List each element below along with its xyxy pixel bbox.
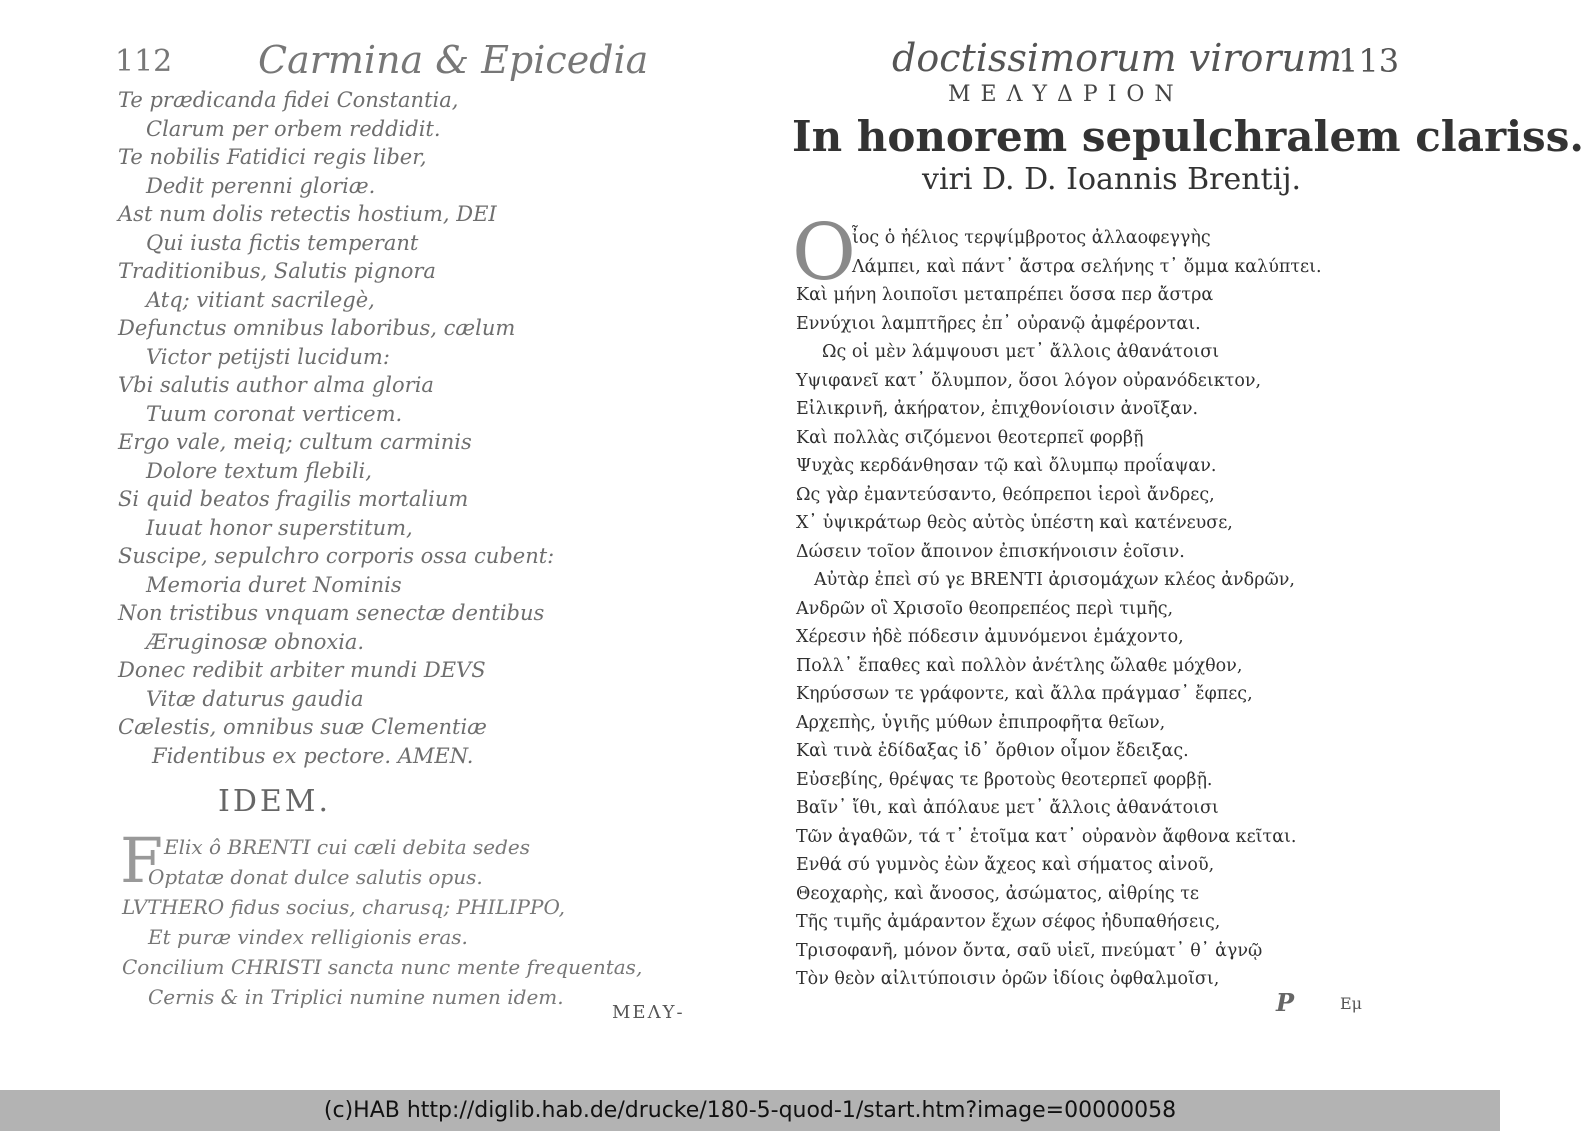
poem-line: Si quid beatos fragilis mortalium [118,487,469,511]
poem-heading: In honorem sepulchralem clariss. [792,112,1584,161]
latin-poem [0,86,740,770]
poem-line: Ψυχὰς κερδάνθησαν τῷ καὶ ὄλυμπῳ προΐαψαν. [796,456,1217,476]
poem-line: Æruginosæ obnoxia. [146,629,365,654]
poem-line: Iuuat honor superstitum, [146,515,413,540]
poem-line: Te nobilis Fatidici regis liber, [118,145,427,169]
idem-poem [118,824,738,1012]
poem-line: Non tristibus vnquam senectæ dentibus [118,601,545,625]
poem-line: Vbi salutis author alma gloria [118,373,434,397]
poem-line: Victor petijsti lucidum: [146,344,390,369]
poem-line: Ως γὰρ ἐμαντεύσαντο, θεόπρεποι ἱεροὶ ἄνδρες, [796,484,1215,505]
poem-line: Τρισοφανῆ, μόνον ὄντα, σαῦ υἱεῖ, πνεύματ᾽ θ᾽ ἁγνῷ [796,940,1263,961]
poem-line: Atq; vitiant sacrilegè, [146,287,375,312]
poem-line: Εὐσεβίης, θρέψας τε βροτοὺς θεοτερπεῖ φορβῇ. [796,769,1213,790]
running-title: Carmina & Epicedia [258,38,649,82]
poem-line: Λάμπει, καὶ πάντ᾽ ἄστρα σελήνης τ᾽ ὄμμα καλύπτει. [852,256,1322,277]
poem-line: Καὶ τινὰ ἐδίδαξας ἰδ᾽ ὄρθιον οἶμον ἔδειξας. [796,741,1189,761]
poem-line: Tuum coronat verticem. [146,401,403,426]
poem-line: Υψιφανεῖ κατ᾽ ὄλυμπον, ὅσοι λόγον οὐρανόδεικτον, [796,370,1262,391]
poem-line: Καὶ μήνη λοιποῖσι μεταπρέπει ὅσσα περ ἄστρα [796,285,1214,305]
poem-line: Αρχεπὴς, ὑγιῆς μύθων ἐπιπροφῆτα θεῖων, [796,712,1166,733]
poem-line: Τὸν θεὸν αἰλιτύποισιν ὁρῶν ἰδίοις ὀφθαλμοῖσι, [796,969,1220,989]
greek-dropcap: O [792,208,856,298]
running-title: doctissimorum virorum. [892,36,1355,80]
poem-line: Suscipe, sepulchro corporis ossa cubent: [118,544,555,568]
left-page [0,0,740,1090]
page-number: 112 [115,44,173,79]
poem-line: LVTHERO fidus socius, charusq; PHILIPPO, [122,895,566,919]
idem-dropcap: F [120,824,164,897]
poem-line: Καὶ πολλὰς σιζόμενοι θεοτερπεῖ φορβῇ [796,427,1144,448]
poem-line: Elix ô BRENTI cui cæli debita sedes [164,835,531,859]
poem-line: Cernis & in Triplici numine numen idem. [148,985,564,1009]
catchword: ΜΕΛΥ- [612,1002,685,1023]
poem-line: Et puræ vindex relligionis eras. [148,925,468,949]
page-number: 113 [1338,42,1400,80]
poem-line: Πολλ᾽ ἔπαθες καὶ πολλὸν ἀνέτλης ὤλαθε μόχθον, [796,655,1243,676]
poem-line: Χ᾽ ὑψικράτωρ θεὸς αὐτὸς ὑπέστη καὶ κατένευσε, [796,513,1233,533]
catchword: Εμ [1340,994,1363,1013]
poem-line: Dedit perenni gloriæ. [146,173,376,198]
poem-line: Clarum per orbem reddidit. [146,116,441,141]
poem-line: Ast num dolis retectis hostium, DEI [118,202,497,226]
poem-line: Optatæ donat dulce salutis opus. [148,865,483,889]
signature-mark: P [1276,988,1295,1017]
greek-poem [740,224,1500,994]
greek-title: ΜΕΛΥΔΡΙΟΝ [948,82,1184,107]
poem-line: Dolore textum flebili, [146,458,372,483]
poem-line: Κηρύσσων τε γράφοντε, καὶ ἄλλα πράγμασ᾽ ἔφπες, [796,684,1253,704]
poem-line: Βαῖν᾽ ἴθι, καὶ ἀπόλαυε μετ᾽ ἄλλοις ἀθανάτοισι [796,798,1219,818]
poem-line: Donec redibit arbiter mundi DEVS [118,658,486,682]
right-page [740,0,1584,1090]
poem-line: Τῆς τιμῆς ἀμάραντον ἔχων σέφος ἠδυπαθήσεις, [796,912,1221,932]
poem-line: Εννύχιοι λαμπτῆρες ἐπ᾽ οὐρανῷ ἀμφέρονται. [796,313,1201,334]
poem-line: Ενθά σύ γυμνὸς ἐὼν ἄχεος καὶ σήματος αἰνοῦ, [796,855,1215,875]
poem-line: Ergo vale, meiq; cultum carminis [118,430,472,454]
poem-line: Concilium CHRISTI sancta nunc mente frequentas, [122,955,643,979]
poem-line: Memoria duret Nominis [146,572,402,597]
poem-line: Δώσειν τοῖον ἄποινον ἐπισκήνοισιν ἑοῖσιν. [796,541,1185,562]
poem-line: Qui iusta fictis temperant [146,230,419,255]
poem-line: Te prædicanda fidei Constantia, [118,88,459,112]
poem-line: Τῶν ἀγαθῶν, τά τ᾽ ἑτοῖμα κατ᾽ οὐρανὸν ἄφθονα κεῖται. [796,826,1297,847]
poem-line: Traditionibus, Salutis pignora [118,259,436,283]
idem-heading: IDEM. [218,784,332,819]
poem-line: Cælestis, omnibus suæ Clementiæ [118,715,487,739]
source-footer: (c)HAB http://diglib.hab.de/drucke/180-5-quod-1/start.htm?image=00000058 [0,1090,1500,1131]
poem-line: Θεοχαρὴς, καὶ ἄνοσος, ἀσώματος, αἰθρίης τε [796,883,1199,904]
poem-line: Εἰλικρινῆ, ἀκήρατον, ἐπιχθονίοισιν ἀνοῖξαν. [796,399,1199,419]
poem-line: Αὐτὰρ ἐπεὶ σύ γε BRENTI ἀρισομάχων κλέος ἀνδρῶν, [814,570,1295,590]
poem-line: Defunctus omnibus laboribus, cælum [118,316,516,340]
poem-line: Fidentibus ex pectore. AMEN. [152,743,474,768]
poem-line: ἶος ὁ ἠέλιος τερψίμβροτος ἀλλαοφεγγὴς [852,228,1211,248]
poem-line: Ως οἱ μὲν λάμψουσι μετ᾽ ἄλλοις ἀθανάτοισι [822,342,1220,362]
poem-line: Vitæ daturus gaudia [146,686,364,711]
poem-line: Ανδρῶν οἳ Χρισοῖο θεοπρεπέος περὶ τιμῆς, [796,598,1174,619]
poem-subheading: viri D. D. Ioannis Brentij. [922,162,1302,197]
poem-line: Χέρεσιν ἠδὲ πόδεσιν ἀμυνόμενοι ἐμάχοντο, [796,627,1184,647]
